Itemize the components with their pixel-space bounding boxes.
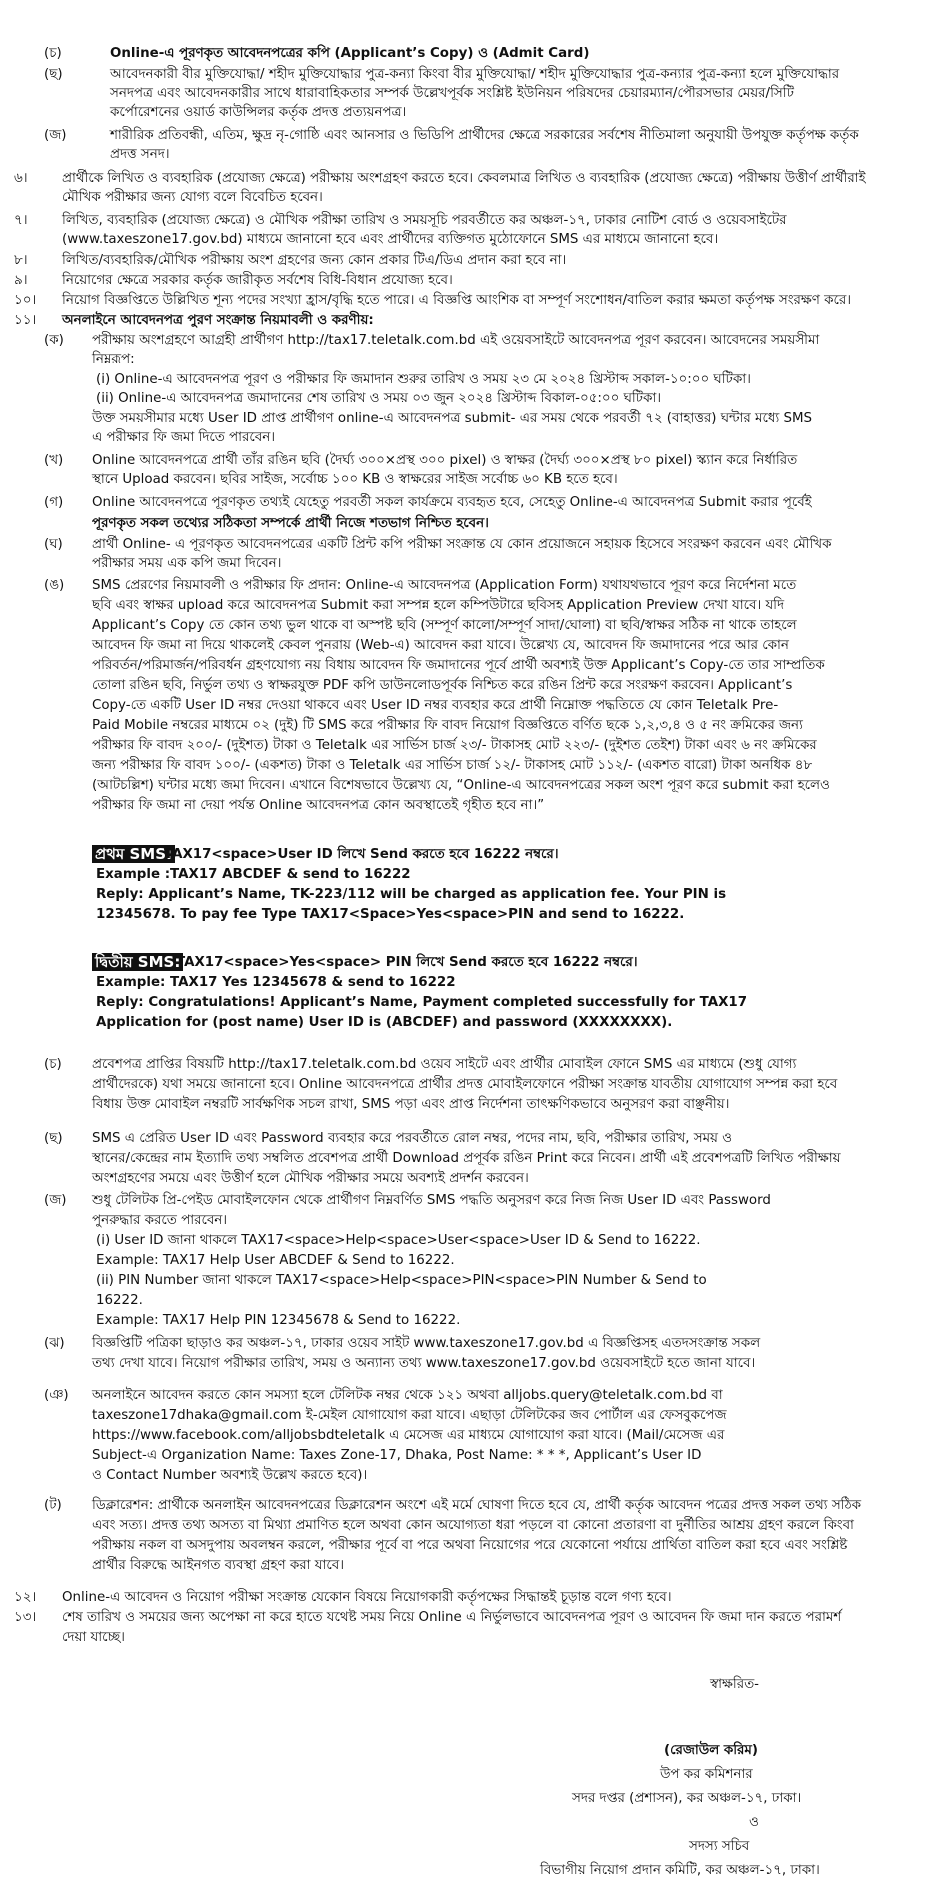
text-line: সদর দপ্তর (প্রশাসন), কর অঞ্চল-১৭, ঢাকা। (572, 1791, 802, 1806)
text-line: দেয়া যাচ্ছে। (62, 1630, 125, 1645)
text-line: ও Contact Number অবশ্যই উল্লেখ করতে হবে)। (92, 1468, 368, 1483)
text-line: স্বাক্ষরিত- (710, 1677, 759, 1692)
text-line: প্রদত্ত সনদ। (110, 147, 170, 162)
text-line: জন্য পরীক্ষার ফি বাবদ ১০০/- (একশত) টাকা ও Teletalk এর সার্ভিস চার্জ ১২/- টাকাসহ মোট ১১২/- (একশত বারো) টাকা অনধিক ৪৮ (92, 758, 813, 773)
text-line: ৮। (14, 253, 28, 268)
text-line: স্থানের/কেন্দ্রের নাম ইত্যাদি তথ্য সম্বলিত প্রবেশপত্র প্রার্থী Download প্রপূর্বক রঙিন Print করে নিবেন। প্রার্থী এই প্রবেশপত্রটি লিখিত পরীক্ষায় (92, 1151, 841, 1166)
text-line: SMS প্রেরণের নিয়মাবলী ও পরীক্ষার ফি প্রদান: Online-এ আবেদনপত্র (Application Form) যথাযথভাবে পূরণ করে নির্দেশনা মতে (92, 578, 797, 593)
text-line: (ক) (44, 333, 64, 348)
text-line: SMS এ প্রেরিত User ID এবং Password ব্যবহার করে পরবর্তীতে রোল নম্বর, পদের নাম, ছবি, পরীক্ষার তারিখ, সময় ও (92, 1131, 733, 1146)
text-line: স্থানে Upload করবেন। ছবির সাইজ, সর্বোচ্চ ১০০ KB ও স্বাক্ষরের সাইজ সর্বোচ্চ ৬০ KB হতে হবে। (92, 472, 618, 487)
text-line: নিয়োগের ক্ষেত্রে সরকার কর্তৃক জারীকৃত সর্বশেষ বিধি-বিধান প্রযোজ্য হবে। (62, 273, 453, 288)
text-line: taxeszone17dhaka@gmail.com ই-মেইল যোগাযোগ করা যাবে। এছাড়া টেলিটকের জব পোর্টাল এর ফেসবুকপেজ (92, 1408, 727, 1423)
text-line: প্রার্থীকে লিখিত ও ব্যবহারিক (প্রযোজ্য ক্ষেত্রে) পরীক্ষায় অংশগ্রহণ করতে হবে। কেবলমাত্র লিখিত ও ব্যবহারিক (প্রযোজ্য ক্ষেত্রে) পরীক্ষায় উত্তীর্ণ প্রার্থীরাই (62, 171, 866, 186)
text-line: পরিবর্তন/পরিমার্জন/পরিবর্ধন গ্রহণযোগ্য নয় বিধায় আবেদন ফি জমাদানের পূর্বে প্রার্থী অবশ্যই উক্ত Applicant’s Copy-তে তার সাম্প্রতিক (92, 658, 825, 673)
text-line: Example: TAX17 Yes 12345678 & send to 16222 (96, 975, 456, 990)
text-line: প্রার্থীর বিরুদ্ধে আইনগত ব্যবস্থা গ্রহণ করা যাবে। (92, 1558, 344, 1573)
text-line: Example: TAX17 Help User ABCDEF & Send to 16222. (96, 1253, 455, 1268)
text-line: Paid Mobile নম্বরের মাধ্যমে ০২ (দুই) টি SMS করে পরীক্ষার ফি বাবদ নিয়োগ বিজ্ঞপ্তিতে বর্ণিত ছকে ১,২,৩,৪ ও ৫ নং ক্রমিকের জন্য (92, 718, 803, 733)
text-line: TAX17<space>Yes<space> PIN লিখে Send করতে হবে 16222 নম্বরে। (176, 955, 638, 970)
text-line: Online আবেদনপত্রে প্রার্থী তাঁর রঙিন ছবি (দৈর্ঘ্য ৩০০×প্রস্থ ৩০০ pixel) ও স্বাক্ষর (দৈর্ঘ্য ৩০০×প্রস্থ ৮০ pixel) স্ক্যান করে নির্ধারিত (92, 453, 798, 468)
text-line: 12345678. To pay fee Type TAX17<Space>Yes<space>PIN and send to 16222. (96, 907, 685, 922)
text-line: উপ কর কমিশনার (660, 1767, 753, 1782)
text-line: বিভাগীয় নিয়োগ প্রদান কমিটি, কর অঞ্চল-১৭, ঢাকা। (540, 1863, 820, 1878)
text-line: (ছ) (44, 67, 63, 82)
text-line: তথ্য দেখা যাবে। নিয়োগ পরীক্ষার তারিখ, সময় ও অন্যান্য তথ্য www.taxeszone17.gov.bd ওয়েবসাইটে হতে জানা যাবে। (92, 1356, 756, 1371)
text-line: (ii) PIN Number জানা থাকলে TAX17<space>Help<space>PIN<space>PIN Number & Send to (96, 1273, 707, 1288)
text-line: Online-এ পূরণকৃত আবেদনপত্রের কপি (Applicant’s Copy) ও (Admit Card) (110, 46, 590, 61)
text-line: ১১। (14, 313, 37, 328)
text-line: ১২। (14, 1590, 37, 1605)
text-line: নিয়োগ বিজ্ঞপ্তিতে উল্লিখিত শূন্য পদের সংখ্যা হ্রাস/বৃদ্ধি হতে পারে। এ বিজ্ঞপ্তি আংশিক বা সম্পূর্ণ সংশোধন/বাতিল করার ক্ষমতা কর্তৃপক্ষ সংরক্ষণ করে। (62, 293, 851, 308)
second-sms-label: দ্বিতীয় SMS: (92, 953, 183, 971)
text-line: প্রার্থীদেরকে) যথা সময়ে জানানো হবে। Online আবেদনপত্রে প্রার্থীর প্রদত্ত মোবাইলফোনে পরীক্ষা সংক্রান্ত যাবতীয় যোগাযোগ সম্পন্ন করা হবে (92, 1077, 838, 1092)
text-line: আবেদনকারী বীর মুক্তিযোদ্ধা/ শহীদ মুক্তিযোদ্ধার পুত্র-কন্যা কিংবা বীর মুক্তিযোদ্ধা/ শহীদ মুক্তিযোদ্ধার পুত্র-কন্যার পুত্র-কন্যা হলে মুক্তিযোদ্ধার (110, 67, 840, 82)
text-line: সনদপত্র এবং আবেদনকারীর সাথে ধারাবাহিকতার সম্পর্ক উল্লেখপূর্বক সংশ্লিষ্ট ইউনিয়ন পরিষদের চেয়ারম্যান/পৌরসভার মেয়র/সিটি (110, 86, 794, 101)
text-line: Applicant’s Copy তে কোন তথ্য ভুল থাকে বা অস্পষ্ট ছবি (সম্পূর্ণ কালো/সম্পূর্ণ সাদা/ঘোলা) বা ছবি/স্বাক্ষর সঠিক না থাকে তাহলে (92, 618, 797, 633)
text-line: Example: TAX17 Help PIN 12345678 & Send to 16222. (96, 1313, 461, 1328)
text-line: ৭। (14, 213, 28, 228)
text-line: তোলা রঙিন ছবি, নির্ভুল তথ্য ও স্বাক্ষরযুক্ত PDF কপি ডাউনলোডপূর্বক নিশ্চিত করে রঙিন প্রিন্ট করে সংরক্ষণ করবেন। Applicant’s (92, 678, 793, 693)
text-line: আবেদন ফি জমা না দিয়ে থাকলেই কেবল পুনরায় (Web-এ) আবেদন করা যাবে। উল্লেখ্য যে, আবেদন ফি জমাদানের পরে আর কোন (92, 638, 789, 653)
text-line: অনলাইনে আবেদনপত্র পুরণ সংক্রান্ত নিয়মাবলী ও করণীয়: (62, 313, 374, 328)
text-line: Reply: Congratulations! Applicant’s Name, Payment completed successfully for TAX17 (96, 995, 748, 1010)
text-line: কর্পোরেশনের ওয়ার্ড কাউন্সিলর কর্তৃক প্রদত্ত প্রত্যয়নপত্র। (110, 105, 407, 120)
text-line: Application for (post name) User ID is (ABCDEF) and password (XXXXXXXX). (96, 1015, 673, 1030)
text-line: শারীরিক প্রতিবন্ধী, এতিম, ক্ষুদ্র নৃ-গোষ্ঠি এবং আনসার ও ভিডিপি প্রার্থীদের ক্ষেত্রে সরকারের সর্বশেষ নীতিমালা অনুযায়ী উপযুক্ত কর্তৃপক্ষ কর্তৃক (110, 128, 859, 143)
text-line: ৬। (14, 171, 28, 186)
text-line: শেষ তারিখ ও সময়ের জন্য অপেক্ষা না করে হাতে যথেষ্ট সময় নিয়ে Online এ নির্ভুলভাবে আবেদনপত্র পূরণ ও আবেদন ফি জমা দান করতে পরামর্শ (62, 1610, 842, 1625)
text-line: পরীক্ষার ফি বাবদ ২০০/- (দুইশত) টাকা ও Teletalk এর সার্ভিস চার্জ ২৩/- টাকাসহ মোট ২২৩/- (দুইশত তেইশ) টাকা এবং ৬ নং ক্রমিকের (92, 738, 817, 753)
text-line: পুনরুদ্ধার করতে পারবেন। (92, 1213, 228, 1228)
text-line: ডিক্লারেশন: প্রার্থীকে অনলাইন আবেদনপত্রের ডিক্লারেশন অংশে এই মর্মে ঘোষণা দিতে হবে যে, প্রার্থী কর্তৃক আবেদন পত্রের প্রদত্ত সকল তথ্য সঠিক (92, 1498, 862, 1513)
text-line: বিজ্ঞপ্তিটি পত্রিকা ছাড়াও কর অঞ্চল-১৭, ঢাকার ওয়েব সাইট www.taxeszone17.gov.bd এ বিজ্ঞপ্তিসহ এতদসংক্রান্ত সকল (92, 1336, 761, 1351)
text-line: (ii) Online-এ আবেদনপত্র জমাদানের শেষ তারিখ ও সময় ০৩ জুন ২০২৪ খ্রিস্টাব্দ বিকাল-০৫:০০ ঘটিকা। (96, 391, 662, 406)
text-line: Online-এ আবেদন ও নিয়োগ পরীক্ষা সংক্রান্ত যেকোন বিষয়ে নিয়োগকারী কর্তৃপক্ষের সিদ্ধান্তই চূড়ান্ত বলে গণ্য হবে। (62, 1590, 672, 1605)
text-line: (i) User ID জানা থাকলে TAX17<space>Help<space>User<space>User ID & Send to 16222. (96, 1233, 701, 1248)
text-line: (চ) (44, 46, 62, 61)
text-line: (ঙ) (44, 578, 65, 593)
text-line: ৯। (14, 273, 28, 288)
text-line: অনলাইনে আবেদন করতে কোন সমস্যা হলে টেলিটক নম্বর থেকে ১২১ অথবা alljobs.query@teletalk.com.bd বা (92, 1388, 723, 1403)
text-line: (ঘ) (44, 537, 63, 552)
text-line: (রেজাউল করিম) (664, 1743, 758, 1758)
first-sms-label: প্রথম SMS: (92, 845, 175, 863)
text-line: পরীক্ষার ফি জমা না দেয়া পর্যন্ত Online আবেদনপত্র কোন অবস্থাতেই গৃহীত হবে না।” (92, 798, 545, 813)
text-line: (i) Online-এ আবেদনপত্র পূরণ ও পরীক্ষার ফি জমাদান শুরুর তারিখ ও সময় ২৩ মে ২০২৪ খ্রিস্টাব্দ সকাল-১০:০০ ঘটিকা। (96, 372, 751, 387)
text-line: Online আবেদনপত্রে পূরণকৃত তথ্যই যেহেতু পরবর্তী সকল কার্যক্রমে ব্যবহৃত হবে, সেহেতু Online-এ আবেদনপত্র Submit করার পূর্বেই (92, 495, 812, 510)
text-line: ও (749, 1815, 759, 1830)
text-line: TAX17<space>User ID লিখে Send করতে হবে 16222 নম্বরে। (164, 847, 559, 862)
text-line: https://www.facebook.com/alljobsbdteletalk এ মেসেজ এর মাধ্যমে যোগাযোগ করা যাবে। (Mail/মেসেজ এর (92, 1428, 725, 1443)
text-line: (জ) (44, 128, 67, 143)
text-line: বিধায় উক্ত মোবাইল নম্বরটি সার্বক্ষণিক সচল রাখা, SMS পড়া এবং প্রাপ্ত নির্দেশনা তাৎক্ষণিকভাবে অনুসরণ করা বাঞ্ছনীয়। (92, 1097, 730, 1112)
text-line: (খ) (44, 453, 64, 468)
text-line: Subject-এ Organization Name: Taxes Zone-17, Dhaka, Post Name: * * *, Applicant’s User ID (92, 1448, 702, 1463)
text-line: এ পরীক্ষার ফি জমা দিতে পারবেন। (92, 430, 276, 445)
text-line: (ঝ) (44, 1336, 65, 1351)
text-line: (ছ) (44, 1131, 63, 1146)
text-line: সদস্য সচিব (689, 1839, 750, 1854)
text-line: নিম্নরূপ: (92, 352, 135, 367)
text-line: শুধু টেলিটক প্রি-পেইড মোবাইলফোন থেকে প্রার্থীগণ নিম্নবর্ণিত SMS পদ্ধতি অনুসরণ করে নিজ নিজ User ID এবং Password (92, 1193, 771, 1208)
text-line: 16222. (96, 1293, 143, 1308)
text-line: Example :TAX17 ABCDEF & send to 16222 (96, 867, 411, 882)
text-line: লিখিত, ব্যবহারিক (প্রযোজ্য ক্ষেত্রে) ও মৌখিক পরীক্ষা তারিখ ও সময়সূচি পরবর্তীতে কর অঞ্চল-১৭, ঢাকার নোটিশ বোর্ড ও ওয়েবসাইটের (62, 213, 787, 228)
text-line: অংশগ্রহণের সময়ে এবং উত্তীর্ণ হলে মৌখিক পরীক্ষার সময়ে অবশ্যই প্রদর্শন করবেন। (92, 1171, 529, 1186)
text-line: মৌখিক পরীক্ষার জন্য যোগ্য বলে বিবেচিত হবেন। (62, 190, 323, 205)
text-line: উক্ত সময়সীমার মধ্যে User ID প্রাপ্ত প্রার্থীগণ online-এ আবেদনপত্র submit- এর সময় থেকে পরবর্তী ৭২ (বাহাত্তর) ঘন্টার মধ্যে SMS (92, 411, 813, 426)
text-line: ১০। (14, 293, 37, 308)
text-line: (আটচল্লিশ) ঘন্টার মধ্যে জমা দিবেন। এখানে বিশেষভাবে উল্লেখ্য যে, “Online-এ আবেদনপত্রের সকল অংশ পূরণ করে submit করা হলেও (92, 778, 830, 793)
text-line: প্রবেশপত্র প্রাপ্তির বিষয়টি http://tax17.teletalk.com.bd ওয়েব সাইটে এবং প্রার্থীর মোবাইল ফোনে SMS এর মাধ্যমে (শুধু যোগ্য (92, 1057, 797, 1072)
text-line: প্রার্থী Online- এ পূরণকৃত আবেদনপত্রের একটি প্রিন্ট কপি পরীক্ষা সংক্রান্ত যে কোন প্রয়োজনে সহায়ক হিসেবে সংরক্ষণ করবেন এবং মৌখিক (92, 537, 832, 552)
text-line: Copy-তে একটি User ID নম্বর দেওয়া থাকবে এবং User ID নম্বর ব্যবহার করে প্রার্থী নিম্নোক্ত পদ্ধতিতে যে কোন Teletalk Pre- (92, 698, 779, 713)
text-line: (জ) (44, 1193, 67, 1208)
text-line: ছবি এবং স্বাক্ষর upload করে আবেদনপত্র Submit করা সম্পন্ন হলে কম্পিউটারে ছবিসহ Application Preview দেখা যাবে। যদি (92, 598, 785, 613)
text-line: (গ) (44, 495, 64, 510)
text-line: পরীক্ষায় নকল বা অসদুপায় অবলম্বন করলে, পরীক্ষার পূর্বে বা পরে অথবা নিয়োগের পরে যেকোনো পর্যায়ে প্রার্থিতা বাতিল করা হবে এবং সংশ্লিষ্ট (92, 1538, 848, 1553)
text-line: পরীক্ষায় অংশগ্রহণে আগ্রহী প্রার্থীগণ http://tax17.teletalk.com.bd এই ওয়েবসাইটে আবেদনপত্র পূরণ করবেন। আবেদনের সময়সীমা (92, 333, 820, 348)
text-line: (ঞ) (44, 1388, 69, 1403)
text-line: (www.taxeszone17.gov.bd) মাধ্যমে জানানো হবে এবং প্রার্থীদের ব্যক্তিগত মুঠোফোনে SMS এর মাধ্যমে জানানো হবে। (62, 232, 719, 247)
text-line: পরীক্ষার সময় এক কপি জমা দিবেন। (92, 556, 282, 571)
text-line: Reply: Applicant’s Name, TK-223/112 will be charged as application fee. Your PIN is (96, 887, 727, 902)
text-line: পূরণকৃত সকল তথ্যের সঠিকতা সম্পর্কে প্রার্থী নিজে শতভাগ নিশ্চিত হবেন। (92, 516, 489, 531)
text-line: এবং সত্য। প্রদত্ত তথ্য অসত্য বা মিথ্যা প্রমাণিত হলে অথবা কোন অযোগ্যতা ধরা পড়লে বা কোনো প্রতারণা বা দুর্নীতির আশ্রয় গ্রহণ করলে কিংবা (92, 1518, 854, 1533)
text-line: ১৩। (14, 1610, 37, 1625)
text-line: লিখিত/ব্যবহারিক/মৌখিক পরীক্ষায় অংশ গ্রহণের জন্য কোন প্রকার টিএ/ডিএ প্রদান করা হবে না। (62, 253, 567, 268)
text-line: (ট) (44, 1498, 62, 1513)
text-line: (চ) (44, 1057, 62, 1072)
